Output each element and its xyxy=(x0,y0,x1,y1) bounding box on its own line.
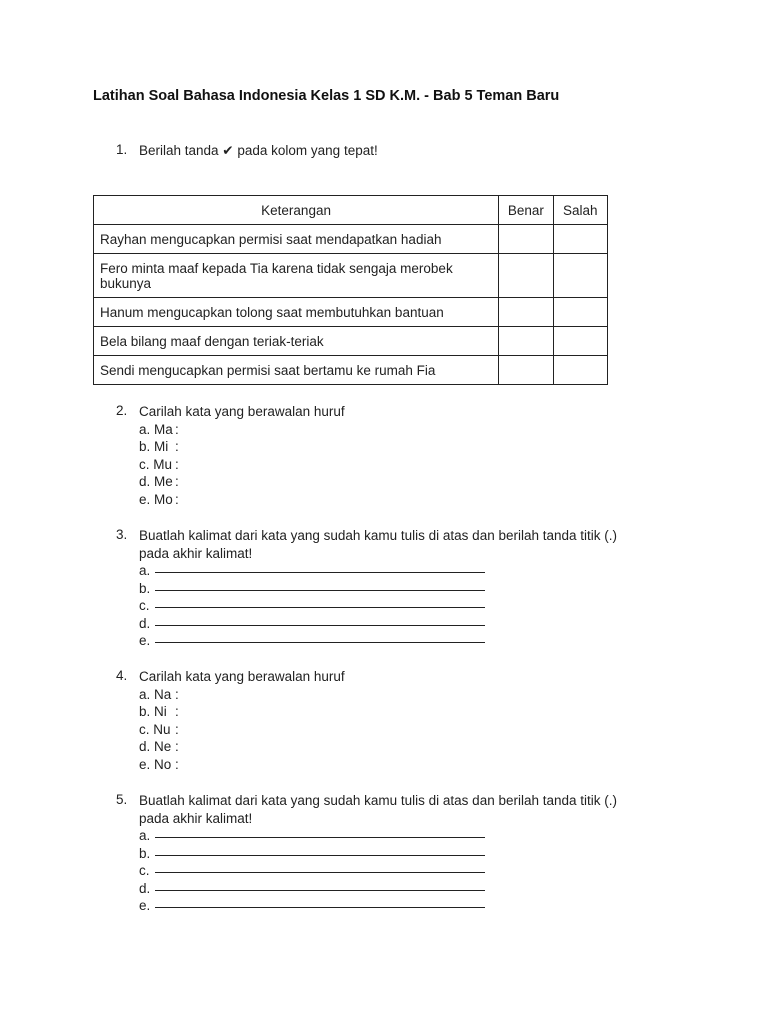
option-label: e. Mo xyxy=(139,491,173,507)
option-item xyxy=(139,738,676,756)
question-1 xyxy=(116,142,676,160)
answer-line[interactable] xyxy=(139,580,676,598)
answer-line[interactable] xyxy=(139,880,676,898)
salah-cell[interactable] xyxy=(553,327,607,356)
option-label: c. Nu xyxy=(139,721,171,737)
option-label: c. Mu xyxy=(139,456,173,472)
table-row xyxy=(94,356,608,385)
line-label: d. xyxy=(139,880,151,896)
underline-field[interactable] xyxy=(155,606,485,608)
salah-cell[interactable] xyxy=(553,225,607,254)
option-sep: : xyxy=(175,756,179,772)
underline-field[interactable] xyxy=(155,589,485,591)
question-text: Carilah kata yang berawalan huruf xyxy=(139,404,345,419)
question-text: Buatlah kalimat dari kata yang sudah kamu tulis di atas dan berilah tanda titik (.) xyxy=(139,793,618,808)
option-sep: : xyxy=(175,474,179,489)
option-label: a. Na xyxy=(139,686,172,702)
answer-table xyxy=(93,195,608,385)
benar-cell[interactable] xyxy=(499,254,553,298)
answer-line[interactable] xyxy=(139,632,676,650)
option-item xyxy=(139,703,676,721)
row-statement: Rayhan mengucapkan permisi saat mendapatkan hadiah xyxy=(94,225,499,254)
header-salah: Salah xyxy=(553,196,607,225)
underline-field[interactable] xyxy=(155,871,485,873)
option-sep: : xyxy=(175,721,179,737)
question-number: 1. xyxy=(116,142,128,157)
question-text: Carilah kata yang berawalan huruf xyxy=(139,669,345,684)
table-header-row xyxy=(94,196,608,225)
underline-field[interactable] xyxy=(155,854,485,856)
answer-line[interactable] xyxy=(139,897,676,915)
option-item xyxy=(139,686,676,704)
benar-cell[interactable] xyxy=(499,327,553,356)
option-label: b. Mi xyxy=(139,439,169,454)
option-item xyxy=(139,721,676,739)
option-item xyxy=(139,473,676,491)
option-sep: : xyxy=(175,739,179,754)
line-label: b. xyxy=(139,845,151,861)
underline-field[interactable] xyxy=(155,571,485,573)
answer-line[interactable] xyxy=(139,827,676,845)
underline-field[interactable] xyxy=(155,624,485,626)
salah-cell[interactable] xyxy=(553,254,607,298)
question-5 xyxy=(116,792,676,915)
line-label: a. xyxy=(139,563,151,578)
question-4 xyxy=(116,668,676,773)
benar-cell[interactable] xyxy=(499,298,553,327)
option-label: d. Me xyxy=(139,474,173,489)
row-statement: Hanum mengucapkan tolong saat membutuhkan bantuan xyxy=(94,298,499,327)
answer-line[interactable] xyxy=(139,597,676,615)
option-sep: : xyxy=(175,439,179,454)
underline-field[interactable] xyxy=(155,889,485,891)
header-benar: Benar xyxy=(499,196,553,225)
line-label: c. xyxy=(139,863,150,878)
table-row xyxy=(94,254,608,298)
line-label: d. xyxy=(139,615,151,631)
option-sep: : xyxy=(175,456,179,472)
benar-cell[interactable] xyxy=(499,225,553,254)
option-sep: : xyxy=(175,491,179,507)
question-3 xyxy=(116,527,676,650)
underline-field[interactable] xyxy=(155,906,485,908)
question-text: pada akhir kalimat! xyxy=(139,545,253,561)
option-label: d. Ne xyxy=(139,739,172,754)
question-text: Buatlah kalimat dari kata yang sudah kamu tulis di atas dan berilah tanda titik (.) xyxy=(139,528,618,543)
question-number: 5. xyxy=(116,792,128,807)
underline-field[interactable] xyxy=(155,641,485,643)
answer-line[interactable] xyxy=(139,562,676,580)
benar-cell[interactable] xyxy=(499,356,553,385)
option-item xyxy=(139,491,676,509)
row-statement: Fero minta maaf kepada Tia karena tidak sengaja merobek bukunya xyxy=(94,254,499,298)
option-label: a. Ma xyxy=(139,421,173,437)
row-statement: Bela bilang maaf dengan teriak-teriak xyxy=(94,327,499,356)
answer-line[interactable] xyxy=(139,845,676,863)
table-row xyxy=(94,225,608,254)
answer-line[interactable] xyxy=(139,862,676,880)
question-number: 4. xyxy=(116,668,128,683)
underline-field[interactable] xyxy=(155,836,485,838)
line-label: a. xyxy=(139,828,151,843)
option-item xyxy=(139,438,676,456)
option-sep: : xyxy=(175,421,179,437)
salah-cell[interactable] xyxy=(553,356,607,385)
question-number: 3. xyxy=(116,527,128,542)
option-item xyxy=(139,421,676,439)
table-row xyxy=(94,327,608,356)
line-label: e. xyxy=(139,898,151,913)
question-text: Berilah tanda ✔ pada kolom yang tepat! xyxy=(139,143,378,158)
line-label: e. xyxy=(139,633,151,648)
option-sep: : xyxy=(175,704,179,719)
option-item xyxy=(139,456,676,474)
option-item xyxy=(139,756,676,774)
table-row xyxy=(94,298,608,327)
question-number: 2. xyxy=(116,403,128,418)
question-text: pada akhir kalimat! xyxy=(139,810,253,826)
question-2 xyxy=(116,403,676,508)
line-label: b. xyxy=(139,580,151,596)
worksheet-title: Latihan Soal Bahasa Indonesia Kelas 1 SD K.M. - Bab 5 Teman Baru xyxy=(93,88,560,104)
option-label: e. No xyxy=(139,756,172,772)
line-label: c. xyxy=(139,598,150,613)
option-sep: : xyxy=(175,686,179,702)
answer-line[interactable] xyxy=(139,615,676,633)
header-keterangan: Keterangan xyxy=(94,196,499,225)
row-statement: Sendi mengucapkan permisi saat bertamu ke rumah Fia xyxy=(94,356,499,385)
salah-cell[interactable] xyxy=(553,298,607,327)
option-label: b. Ni xyxy=(139,704,167,719)
